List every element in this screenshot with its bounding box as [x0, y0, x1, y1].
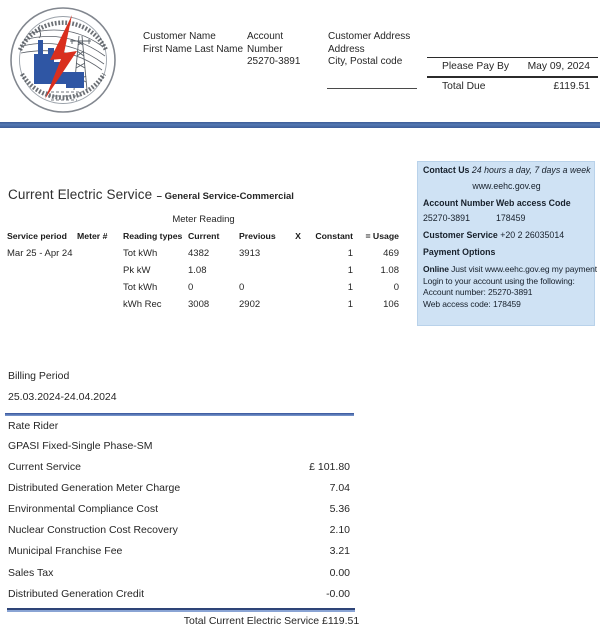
col-previous: Previous	[239, 231, 276, 241]
online-label: Online	[423, 264, 449, 274]
charge-amount: 0.00	[329, 567, 350, 579]
company-seal-logo	[8, 6, 118, 114]
address-line2: City, Postal code	[328, 56, 403, 67]
cell-service-period	[7, 265, 77, 276]
total-due-row	[427, 78, 598, 96]
total-divider-rule	[7, 608, 355, 612]
pay-by-row	[427, 58, 598, 78]
address-label: Customer Address	[328, 31, 411, 42]
col-service-period: Service period	[7, 231, 67, 241]
meter-table-row	[7, 248, 400, 259]
signature-line	[327, 88, 417, 89]
account-number-value: 25270-3891	[423, 213, 470, 223]
meter-table-row	[7, 265, 400, 276]
cell-current: 0	[188, 282, 194, 293]
charge-row	[8, 567, 350, 580]
charge-row	[8, 545, 350, 558]
login-code-line: Web access code: 178459	[423, 299, 521, 309]
charge-row	[8, 588, 350, 601]
charge-amount: 2.10	[329, 524, 350, 536]
cell-previous	[239, 265, 288, 276]
cell-usage: 1.08	[380, 265, 399, 276]
charge-label: Municipal Franchise Fee	[8, 545, 123, 557]
cell-constant: 1	[347, 265, 353, 276]
meter-table-title: Meter Reading	[172, 214, 235, 225]
total-due-label: Total Due	[442, 81, 486, 92]
total-due-value: £119.51	[553, 81, 590, 92]
cell-usage: 0	[393, 282, 399, 293]
billing-period-value: 25.03.2024-24.04.2024	[8, 391, 117, 403]
customer-service-phone: +20 2 26035014	[497, 230, 565, 240]
payment-options-label: Payment Options	[423, 247, 496, 257]
charge-label: Distributed Generation Meter Charge	[8, 482, 181, 494]
cell-x	[288, 299, 308, 310]
pay-by-label: Please Pay By	[442, 61, 509, 72]
account-label-line1: Account	[247, 31, 284, 42]
online-payment-line	[423, 264, 598, 274]
cell-service-period	[7, 299, 77, 310]
pay-summary-table	[427, 57, 598, 96]
cell-meter	[77, 265, 123, 276]
customer-name-block	[143, 31, 243, 56]
account-number-value: 25270-3891	[247, 56, 301, 67]
cell-x	[288, 265, 308, 276]
cell-constant: 1	[347, 282, 353, 293]
col-constant: Constant	[315, 231, 353, 241]
service-title: Current Electric Service	[8, 187, 153, 202]
charge-label: Sales Tax	[8, 567, 54, 579]
charge-row	[8, 461, 350, 474]
col-reading-types: Reading types	[123, 231, 183, 241]
account-label-line2: Number	[247, 43, 283, 55]
customer-address-block	[328, 31, 410, 69]
col-x: X	[295, 231, 301, 241]
web-access-label: Web access Code	[496, 198, 571, 208]
cell-usage: 469	[383, 248, 399, 259]
cell-current: 1.08	[188, 265, 207, 276]
contact-us-hours: 24 hours a day, 7 days a week	[469, 165, 591, 175]
charge-amount: -0.00	[326, 588, 350, 600]
charge-row	[8, 482, 350, 495]
charge-label: Environmental Compliance Cost	[8, 503, 158, 515]
cell-reading-type: Tot kWh	[123, 282, 158, 293]
col-usage: = Usage	[365, 231, 399, 241]
customer-service-label: Customer Service	[423, 230, 498, 240]
charge-amount: 3.21	[329, 545, 350, 557]
section-divider-rule	[5, 413, 354, 416]
contact-us-line	[423, 165, 590, 175]
charge-row	[8, 503, 350, 516]
web-access-value: 178459	[496, 213, 526, 223]
col-current: Current	[188, 231, 220, 241]
charge-label: Current Service	[8, 461, 81, 473]
cell-previous: 2902	[239, 299, 261, 310]
meter-table-header-row	[7, 231, 400, 241]
charge-amount: 7.04	[329, 482, 350, 494]
cell-constant: 1	[347, 248, 353, 259]
contact-info-box	[417, 161, 598, 326]
cell-meter	[77, 299, 123, 310]
cell-service-period: Mar 25 - Apr 24	[7, 248, 73, 259]
cell-meter	[77, 248, 123, 259]
online-text: Just visit www.eehc.gov.eg my payment	[448, 264, 598, 274]
charge-row	[8, 524, 350, 537]
account-number-block	[247, 31, 300, 69]
login-instruction-line: Login to your account using the following:	[423, 276, 575, 286]
customer-name-label: Customer Name	[143, 31, 216, 42]
cell-x	[288, 282, 308, 293]
rate-rider-label: Rate Rider	[8, 420, 59, 432]
cell-service-period	[7, 282, 77, 293]
customer-service-line	[423, 230, 590, 240]
customer-name-value: First Name Last Name	[143, 43, 244, 55]
accent-divider-bar	[0, 122, 600, 128]
codes-header-line	[423, 198, 590, 208]
login-account-line: Account number: 25270-3891	[423, 287, 533, 297]
cell-constant: 1	[347, 299, 353, 310]
charge-amount: £ 101.80	[309, 461, 350, 473]
cell-previous: 3913	[239, 248, 261, 259]
cell-current: 3008	[188, 299, 210, 310]
cell-x	[288, 248, 308, 259]
charge-label: Nuclear Construction Cost Recovery	[8, 524, 178, 536]
charge-label: Distributed Generation Credit	[8, 588, 144, 600]
cell-previous: 0	[239, 282, 245, 293]
total-current-service: Total Current Electric Service £119.51	[183, 615, 360, 627]
pay-by-date: May 09, 2024	[527, 61, 590, 72]
billing-period-label: Billing Period	[8, 370, 70, 382]
contact-us-label: Contact Us	[423, 165, 470, 175]
cell-meter	[77, 282, 123, 293]
address-line1: Address	[328, 43, 365, 55]
cell-reading-type: kWh Rec	[123, 299, 162, 310]
cell-reading-type: Pk kW	[123, 265, 151, 276]
account-number-label: Account Number	[423, 198, 494, 208]
charge-amount: 5.36	[329, 503, 350, 515]
cell-current: 4382	[188, 248, 210, 259]
cell-reading-type: Tot kWh	[123, 248, 158, 259]
meter-table-row	[7, 282, 400, 293]
meter-table-row	[7, 299, 400, 310]
codes-value-line	[423, 213, 590, 223]
rate-plan: GPASI Fixed-Single Phase-SM	[8, 440, 153, 452]
service-subtitle: – General Service-Commercial	[156, 191, 294, 202]
cell-usage: 106	[383, 299, 399, 310]
website-line: www.eehc.gov.eg	[472, 181, 541, 191]
col-meter: Meter #	[77, 231, 108, 241]
service-section-heading	[8, 186, 294, 204]
